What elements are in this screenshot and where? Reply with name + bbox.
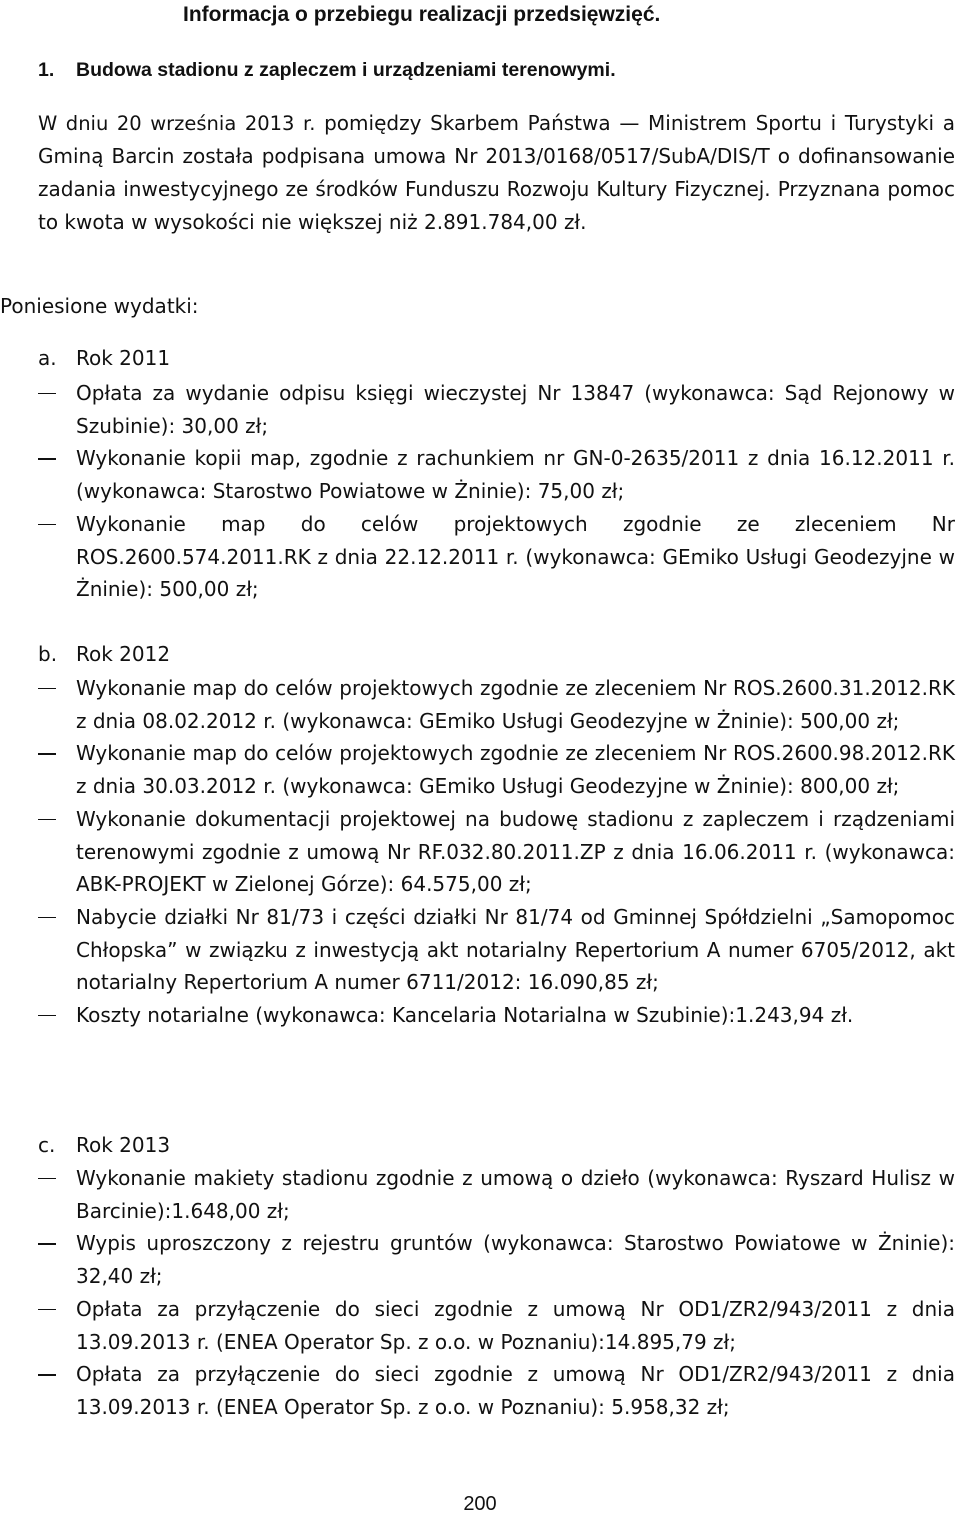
- expenses-label: Poniesione wydatki:: [0, 294, 199, 318]
- item-text: Wykonanie map do celów projektowych zgodnie ze zleceniem Nr ROS.2600.31.2012.RK z dnia 08.02.2012 r. (wykonawca: GEmiko Usługi Geodezyjne w Żninie): 500,00 zł;: [76, 676, 955, 733]
- list-item: [0, 999, 955, 1032]
- dash-bullet: [38, 688, 56, 689]
- dash-bullet: [38, 524, 56, 525]
- list-item: [0, 377, 955, 442]
- dash-bullet: [38, 1015, 56, 1016]
- list-item: [0, 672, 955, 737]
- dash-bullet: [38, 1178, 56, 1179]
- section-subtitle: [38, 58, 616, 82]
- page-number: 200: [463, 1493, 497, 1515]
- item-text: Wykonanie map do celów projektowych zgodnie ze zleceniem Nr ROS.2600.98.2012.RK z dnia 30.03.2012 r. (wykonawca: GEmiko Usługi Geodezyjne w Żninie): 800,00 zł;: [76, 741, 955, 799]
- dash-bullet: [38, 917, 56, 918]
- intro-paragraph-date: W dniu 20 września 2013 r.: [38, 112, 316, 135]
- dash-bullet: [38, 1309, 56, 1310]
- section-heading-2011: [38, 344, 170, 372]
- dash-bullet: [38, 393, 56, 394]
- expense-list-2011: [0, 377, 955, 606]
- item-text: Opłata za przyłączenie do sieci zgodnie z umową Nr OD1/ZR2/943/2011 z dnia 13.09.2013 r. (ENEA Operator Sp. z o.o. w Poznaniu): 5.958,32 zł;: [76, 1362, 955, 1419]
- item-text: Koszty notarialne (wykonawca: Kancelaria Notarialna w Szubinie):1.243,94 zł.: [76, 1003, 854, 1028]
- intro-paragraph-body: pomiędzy Skarbem Państwa — Ministrem Sportu i Turystyki a Gminą Barcin została podpisana umowa Nr 2013/0168/0517/SubA/DIS/T o dofinansowanie zadania inwestycyjnego ze środków Funduszu Rozwoju Kultury Fizycznej. Przyznana pomoc to kwota w wysokości nie większej niż 2.891.784,00 zł.: [38, 111, 955, 234]
- item-text: Wykonanie makiety stadionu zgodnie z umową o dzieło (wykonawca: Ryszard Hulisz w Barcinie):1.648,00 zł;: [76, 1166, 955, 1223]
- section-year: Rok 2012: [76, 642, 171, 666]
- list-item: [0, 1162, 955, 1227]
- section-letter: b.: [38, 642, 58, 666]
- section-letter: c.: [38, 1133, 56, 1157]
- document-title: Informacja o przebiegu realizacji przedsięwzięć.: [183, 3, 661, 26]
- dash-bullet: [38, 819, 56, 820]
- list-item: [0, 442, 955, 507]
- subtitle-number: 1.: [38, 59, 55, 81]
- list-item: [0, 901, 955, 999]
- dash-bullet: [38, 1243, 56, 1244]
- section-heading-2012: [38, 640, 170, 668]
- list-item: [0, 1358, 955, 1423]
- section-heading-2013: [38, 1131, 170, 1159]
- item-text: Wykonanie kopii map, zgodnie z rachunkiem nr GN-0-2635/2011 z dnia 16.12.2011 r. (wykonawca: Starostwo Powiatowe w Żninie): 75,00 zł;: [76, 446, 955, 504]
- dash-bullet: [38, 458, 56, 459]
- item-text: Opłata za wydanie odpisu księgi wieczystej Nr 13847 (wykonawca: Sąd Rejonowy w Szubinie): 30,00 zł;: [76, 381, 955, 438]
- section-letter: a.: [38, 346, 57, 370]
- subtitle-text: Budowa stadionu z zapleczem i urządzeniami terenowymi.: [76, 59, 616, 81]
- list-item: [0, 803, 955, 901]
- intro-paragraph: [38, 107, 955, 239]
- section-year: Rok 2013: [76, 1133, 171, 1157]
- expense-list-2012: [0, 672, 955, 1032]
- list-item: [0, 737, 955, 802]
- item-text: Wypis uproszczony z rejestru gruntów (wykonawca: Starostwo Powiatowe w Żninie): 32,40 zł;: [76, 1231, 955, 1289]
- section-year: Rok 2011: [76, 346, 171, 370]
- list-item: [0, 508, 955, 606]
- item-text: Wykonanie dokumentacji projektowej na budowę stadionu z zapleczem i rządzeniami terenowymi zgodnie z umową Nr RF.032.80.2011.ZP z dnia 16.06.2011 r. (wykonawca: ABK-PROJEKT w Zielonej Górze): 64.575,00 zł;: [76, 806, 955, 897]
- list-item: [0, 1227, 955, 1292]
- item-text: Nabycie działki Nr 81/73 i części działki Nr 81/74 od Gminnej Spółdzielni „Samopomoc Chłopska” w związku z inwestycją akt notarialny Repertorium A numer 6705/2012, akt notarialny Repertorium A numer 6711/2012: 16.090,85 zł;: [76, 904, 955, 995]
- item-text: Wykonanie map do celów projektowych zgodnie ze zleceniem Nr ROS.2600.574.2011.RK z dnia 22.12.2011 r. (wykonawca: GEmiko Usługi Geodezyjne w Żninie): 500,00 zł;: [76, 511, 955, 602]
- expense-list-2013: [0, 1162, 955, 1424]
- dash-bullet: [38, 1374, 56, 1375]
- list-item: [0, 1293, 955, 1358]
- dash-bullet: [38, 753, 56, 754]
- item-text: Opłata za przyłączenie do sieci zgodnie z umową Nr OD1/ZR2/943/2011 z dnia 13.09.2013 r. (ENEA Operator Sp. z o.o. w Poznaniu):14.895,79 zł;: [76, 1296, 955, 1354]
